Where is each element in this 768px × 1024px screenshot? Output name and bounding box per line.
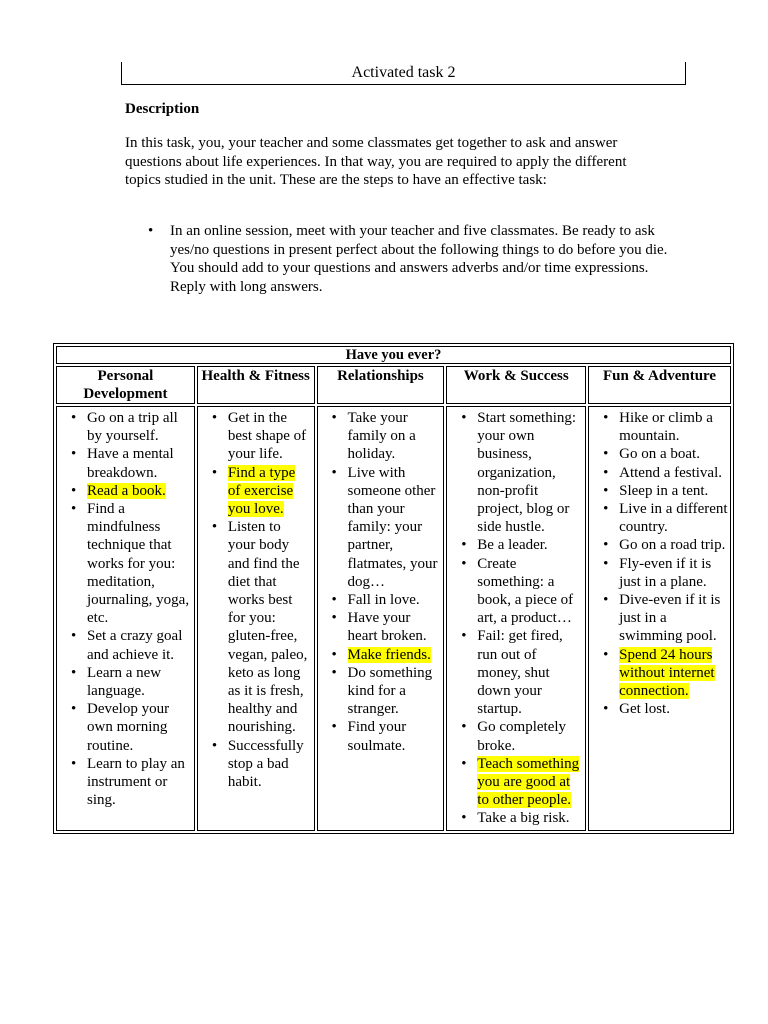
activity-list (198, 407, 314, 793)
activity-item (198, 518, 312, 736)
activity-item (447, 718, 583, 754)
activity-text: Live with someone other than your family: your partner, flatmates, your dog… (347, 464, 438, 590)
activity-text: Do something kind for a stranger. (347, 664, 433, 718)
activity-item (589, 445, 728, 463)
activity-text: Spend 24 hours without internet connection. (619, 646, 715, 700)
activity-text: Have your heart broken. (347, 610, 427, 645)
activity-list (57, 407, 194, 811)
activity-item (589, 646, 728, 701)
instruction-item: • In an online session, meet with your teacher and five classmates. Be ready to ask yes/no questions in present perfect about the following things to do before you die. You should add to your questions and answers adverbs and/or time expressions. Reply with long answers. (148, 222, 668, 296)
activity-item (447, 409, 583, 536)
activity-text: Start something: your own business, organization, non-profit project, blog or side hustle. (477, 410, 577, 536)
activity-item (589, 700, 728, 718)
activity-item (589, 464, 728, 482)
activity-item (57, 627, 192, 663)
column-header-fun-adventure: Fun & Adventure (588, 366, 731, 404)
activity-text: Go on a trip all by yourself. (87, 410, 178, 445)
activity-item (589, 536, 728, 554)
activity-text: Make friends. (347, 646, 431, 663)
page-title: Activated task 2 (121, 62, 686, 85)
column-cell-personal-development (56, 406, 195, 831)
activity-text: Create something: a book, a piece of art, a product… (477, 555, 574, 627)
activity-text: Take a big risk. (477, 810, 570, 827)
activity-text: Fall in love. (347, 592, 420, 609)
column-cell-work-success (446, 406, 586, 831)
activity-text: Sleep in a tent. (619, 482, 709, 499)
activity-text: Find a mindfulness technique that works for you: meditation, journaling, yoga, etc. (87, 501, 190, 627)
activity-text: Read a book. (87, 482, 166, 499)
column-cell-fun-adventure (588, 406, 731, 831)
activity-text: Successfully stop a bad habit. (227, 737, 304, 791)
activity-item (57, 755, 192, 810)
activity-list (318, 407, 444, 757)
activity-text: Go completely broke. (477, 719, 567, 754)
activity-item (198, 409, 312, 464)
activity-text: Find your soulmate. (347, 719, 407, 754)
activity-text: Attend a festival. (619, 464, 723, 481)
activity-text: Get lost. (619, 701, 670, 718)
activity-list (447, 407, 585, 830)
description-text: In this task, you, your teacher and some classmates get together to ask and answer questions about life experiences. In that way, you are required to apply the different topics studied in the unit. These are the steps to have an effective task: (125, 135, 627, 188)
activity-item (57, 500, 192, 627)
activity-item (57, 445, 192, 481)
activity-text: Learn a new language. (87, 664, 162, 700)
activity-item (589, 500, 728, 536)
activity-item (318, 609, 442, 645)
have-you-ever-table (53, 343, 734, 834)
activity-text: Go on a road trip. (619, 537, 726, 554)
activity-text: Find a type of exercise you love. (227, 464, 296, 518)
activity-item (57, 700, 192, 755)
activity-text: Listen to your body and find the diet that works best for you: gluten-free, vegan, paleo, keto as long as it is fresh, healthy and nourishing. (227, 519, 308, 736)
activity-item (198, 464, 312, 519)
activity-item (589, 409, 728, 445)
activity-text: Go on a boat. (619, 446, 700, 463)
activity-text: Have a mental breakdown. (87, 446, 174, 481)
activity-text: Hike or climb a mountain. (619, 410, 713, 445)
activity-item (318, 718, 442, 754)
activity-text: Get in the best shape of your life. (227, 410, 307, 463)
activity-item (447, 555, 583, 628)
column-header-work-success: Work & Success (446, 366, 586, 404)
activity-item (318, 409, 442, 464)
activity-item (318, 464, 442, 591)
activity-text: Be a leader. (477, 537, 548, 554)
activity-text: Set a crazy goal and achieve it. (87, 628, 183, 663)
activity-list (589, 407, 730, 720)
activity-text: Fail: get fired, run out of money, shut down your startup. (477, 628, 563, 718)
column-header-personal-development: Personal Development (56, 366, 195, 404)
activity-item (447, 536, 583, 554)
activity-text: Fly-even if it is just in a plane. (619, 555, 712, 590)
activity-text: Develop your own morning routine. (87, 701, 170, 754)
description-heading: Description (125, 101, 200, 117)
activity-item (198, 737, 312, 792)
activity-text: Dive-even if it is just in a swimming pool. (619, 592, 721, 645)
activity-item (57, 664, 192, 700)
instructions-list (148, 222, 668, 296)
activity-item (318, 591, 442, 609)
activity-text: Teach something you are good at to other people. (477, 755, 580, 809)
table-caption: Have you ever? (56, 346, 731, 364)
activity-item (57, 409, 192, 445)
activity-item (57, 482, 192, 500)
activity-item (447, 809, 583, 827)
activity-item (589, 555, 728, 591)
column-header-relationships: Relationships (317, 366, 445, 404)
column-header-health-fitness: Health & Fitness (197, 366, 315, 404)
activity-item (447, 627, 583, 718)
activity-item (318, 664, 442, 719)
column-cell-relationships (317, 406, 445, 831)
activity-item (447, 755, 583, 810)
activity-text: Live in a different country. (619, 501, 728, 536)
activity-item (318, 646, 442, 664)
activity-item (589, 591, 728, 646)
column-cell-health-fitness (197, 406, 315, 831)
activity-text: Learn to play an instrument or sing. (87, 755, 185, 809)
activity-text: Take your family on a holiday. (347, 410, 416, 463)
activity-item (589, 482, 728, 500)
